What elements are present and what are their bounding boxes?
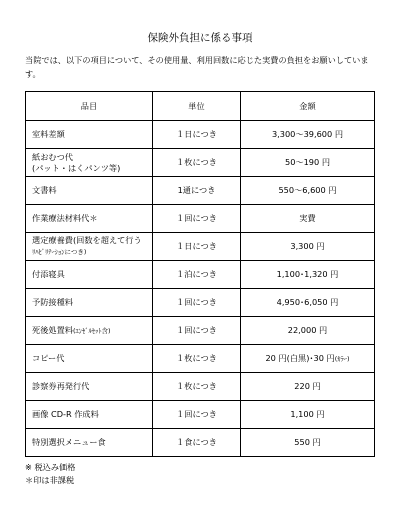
unit-cell: １日につき	[153, 121, 241, 149]
amount-cell: 1,100 円	[241, 401, 375, 429]
unit-cell: １回につき	[153, 205, 241, 233]
item-cell	[26, 317, 153, 345]
fee-table	[25, 91, 375, 457]
unit-cell: １枚につき	[153, 345, 241, 373]
unit-cell: １泊につき	[153, 261, 241, 289]
item-cell	[26, 261, 153, 289]
header-item: 品目	[26, 92, 153, 121]
item-name-note: (ｴﾝｾﾞﾙｾｯﾄ含)	[72, 326, 111, 335]
header-amount: 金額	[241, 92, 375, 121]
amount-cell: 1,100･1,320 円	[241, 261, 375, 289]
item-cell	[26, 401, 153, 429]
amount-cell	[241, 345, 375, 373]
table-row	[26, 121, 375, 149]
item-cell	[26, 149, 153, 177]
amount-cell: 4,950･6,050 円	[241, 289, 375, 317]
table-row	[26, 317, 375, 345]
item-cell	[26, 429, 153, 457]
item-cell	[26, 373, 153, 401]
item-name: 死後処置料	[32, 324, 73, 335]
item-cell	[26, 121, 153, 149]
item-name: 画像 CD-R 作成料	[32, 409, 99, 419]
table-header-row	[26, 92, 375, 121]
table-row	[26, 345, 375, 373]
footnotes	[25, 461, 75, 487]
item-name: 室料差額	[32, 129, 65, 139]
unit-cell: １回につき	[153, 401, 241, 429]
item-name: 付添寝具	[32, 269, 65, 279]
item-cell	[26, 205, 153, 233]
item-name: 文書料	[32, 185, 57, 195]
tax-included-note: ※ 税込み価格	[25, 462, 76, 472]
table-row	[26, 205, 375, 233]
amount-cell: 50～190 円	[241, 149, 375, 177]
item-cell	[26, 177, 153, 205]
item-name-line2: ﾘﾊﾋﾞﾘﾃｰｼｮﾝにつき)	[32, 248, 87, 256]
unit-cell: １枚につき	[153, 373, 241, 401]
unit-cell: １回につき	[153, 289, 241, 317]
item-name: 予防接種料	[32, 297, 73, 307]
unit-cell: １日につき	[153, 233, 241, 261]
table-row	[26, 373, 375, 401]
amount-cell: 22,000 円	[241, 317, 375, 345]
amount-cell: 3,300～39,600 円	[241, 121, 375, 149]
table-row	[26, 289, 375, 317]
item-name: 選定療養費(回数を超えて行う	[32, 235, 142, 245]
item-name: 作業療法材料代＊	[32, 213, 98, 223]
document-title: 保険外負担に係る事項	[147, 32, 253, 44]
item-name: 特別選択メニュー食	[32, 437, 106, 447]
item-name-line2: (パット・はくパンツ等)	[32, 162, 121, 173]
item-name: コピー代	[32, 353, 65, 363]
amount-cell: 実費	[241, 205, 375, 233]
unit-cell: 1通につき	[153, 177, 241, 205]
item-name: 診察券再発行代	[32, 381, 90, 391]
amount-value: 20 円(白黒)･30 円	[265, 353, 335, 363]
amount-cell: 220 円	[241, 373, 375, 401]
unit-cell: １食につき	[153, 429, 241, 457]
tax-exempt-note: ＊印は非課税	[25, 475, 75, 485]
item-cell	[26, 233, 153, 261]
unit-cell: １枚につき	[153, 149, 241, 177]
table-row	[26, 429, 375, 457]
amount-cell: 3,300 円	[241, 233, 375, 261]
item-name: 紙おむつ代	[32, 151, 73, 162]
item-cell	[26, 289, 153, 317]
amount-note: (ｶﾗｰ)	[334, 355, 350, 363]
table-row	[26, 149, 375, 177]
table-row	[26, 401, 375, 429]
amount-cell: 550 円	[241, 429, 375, 457]
intro-text: 当院では、以下の項目について、その使用量、利用回数に応じた実費の負担をお願いしています。	[25, 55, 369, 79]
table-row	[26, 261, 375, 289]
amount-cell: 550～6,600 円	[241, 177, 375, 205]
table-row	[26, 177, 375, 205]
table-row	[26, 233, 375, 261]
item-cell	[26, 345, 153, 373]
header-unit: 単位	[153, 92, 241, 121]
unit-cell: １回につき	[153, 317, 241, 345]
